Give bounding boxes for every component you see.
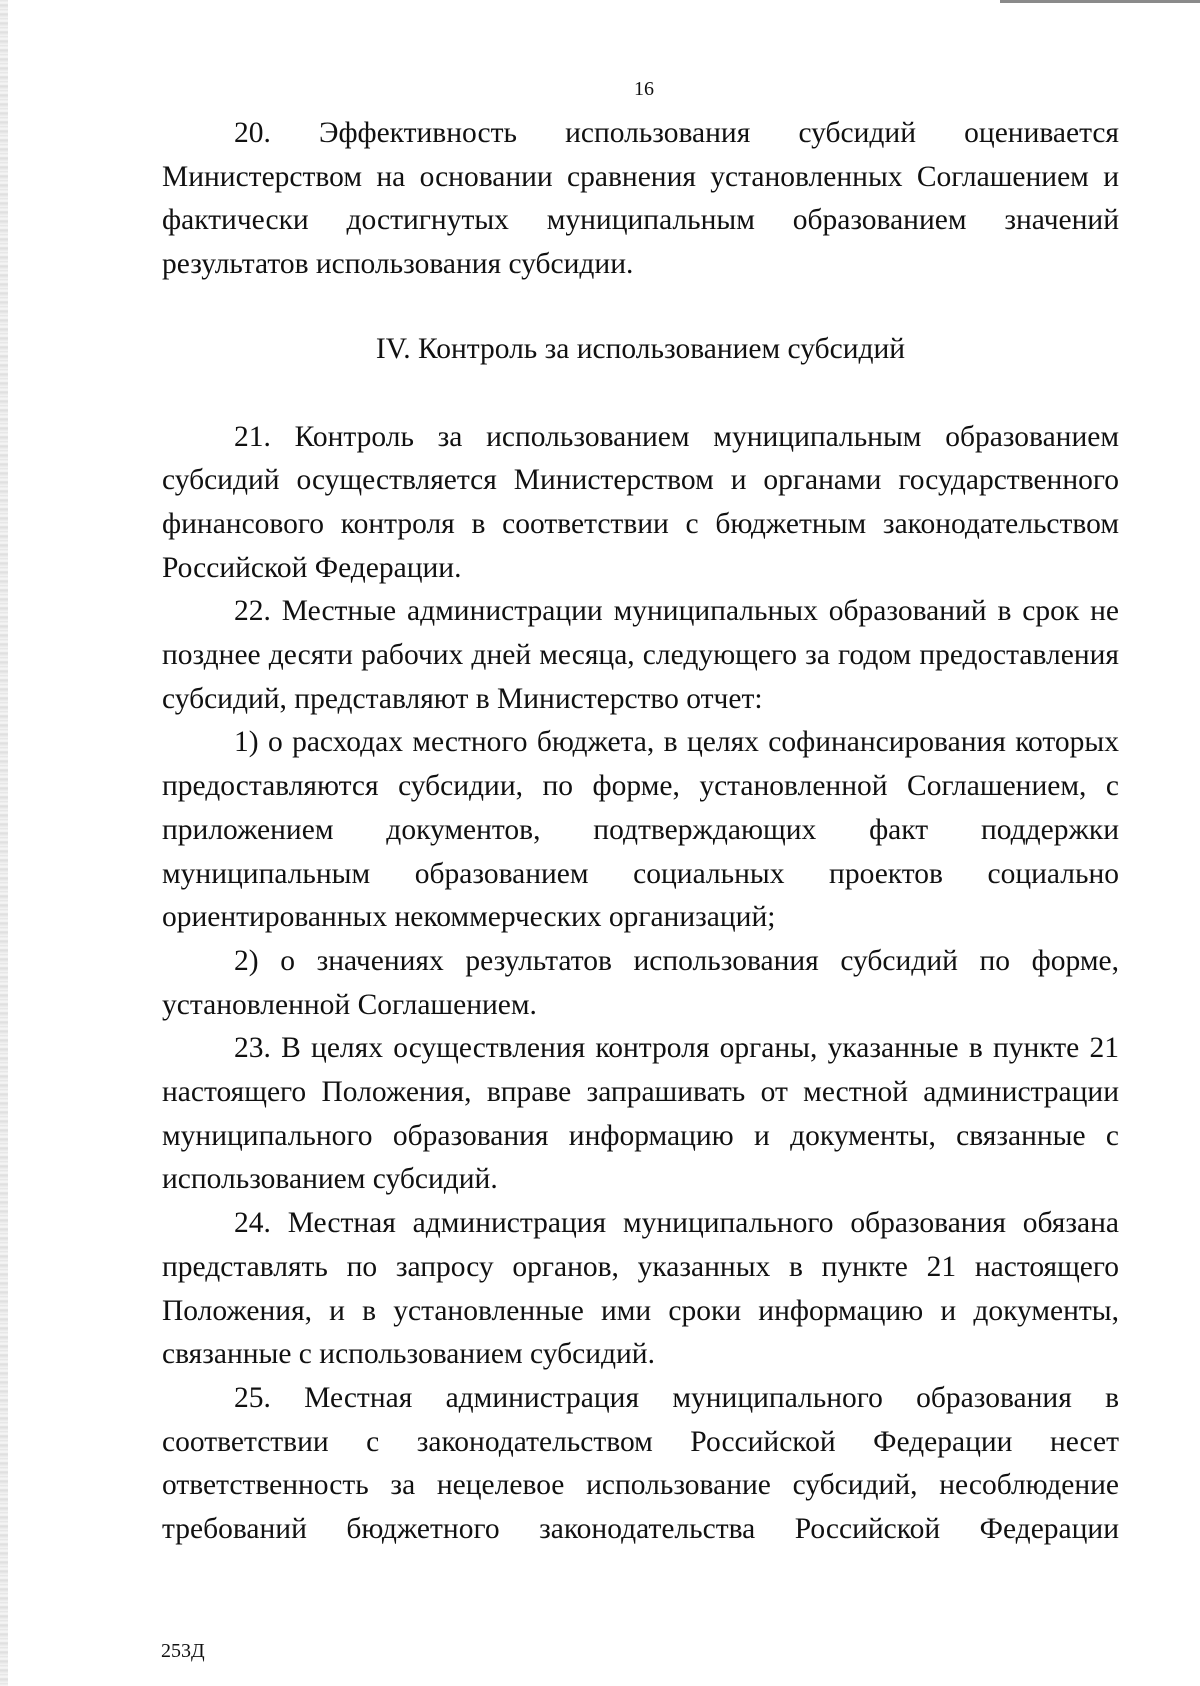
paragraph-22-item-1: 1) о расходах местного бюджета, в целях софинансирования которых предоставляются субсидии, по форме, установленной Соглашением, с приложением документов, подтверждающих факт поддержки муниципальным образованием социальных проектов социально ориентированных некоммерческих организаций; <box>162 726 1119 934</box>
paragraph-23: 23. В целях осуществления контроля органы, указанные в пункте 21 настоящего Положения, вправе запрашивать от местной администрации муниципального образования информацию и документы, связанные с использованием субсидий. <box>162 1032 1119 1196</box>
paragraph-21: 21. Контроль за использованием муниципальным образованием субсидий осуществляется Министерством и органами государственного финансового контроля в соответствии с бюджетным законодательством Российской Федерации. <box>162 420 1119 584</box>
paragraph-20: 20. Эффективность использования субсидий оценивается Министерством на основании сравнения установленных Соглашением и фактически достигнутых муниципальным образованием значений результатов использования субсидии. <box>162 117 1119 281</box>
section-heading: IV. Контроль за использованием субсидий <box>375 332 906 365</box>
document-body <box>162 112 1119 1552</box>
page-number: 16 <box>634 78 654 100</box>
document-code: 253Д <box>161 1640 205 1662</box>
paragraph-22-item-2: 2) о значениях результатов использования субсидий по форме, установленной Соглашением. <box>162 944 1119 1021</box>
scan-edge-left <box>0 0 8 1686</box>
scan-edge-top <box>1000 0 1200 3</box>
paragraph-24: 24. Местная администрация муниципального образования обязана представлять по запросу органов, указанных в пункте 21 настоящего Положения, и в установленные ими сроки информацию и документы, связанные с использованием субсидий. <box>162 1207 1119 1371</box>
paragraph-22: 22. Местные администрации муниципальных образований в срок не позднее десяти рабочих дней месяца, следующего за годом предоставления субсидий, представляют в Министерство отчет: <box>162 595 1119 715</box>
paragraph-25: 25. Местная администрация муниципального образования в соответствии с законодательством Российской Федерации несет ответственность за нецелевое использование субсидий, несоблюдение требований бюджетного законодательства Российской Федерации <box>162 1381 1119 1546</box>
